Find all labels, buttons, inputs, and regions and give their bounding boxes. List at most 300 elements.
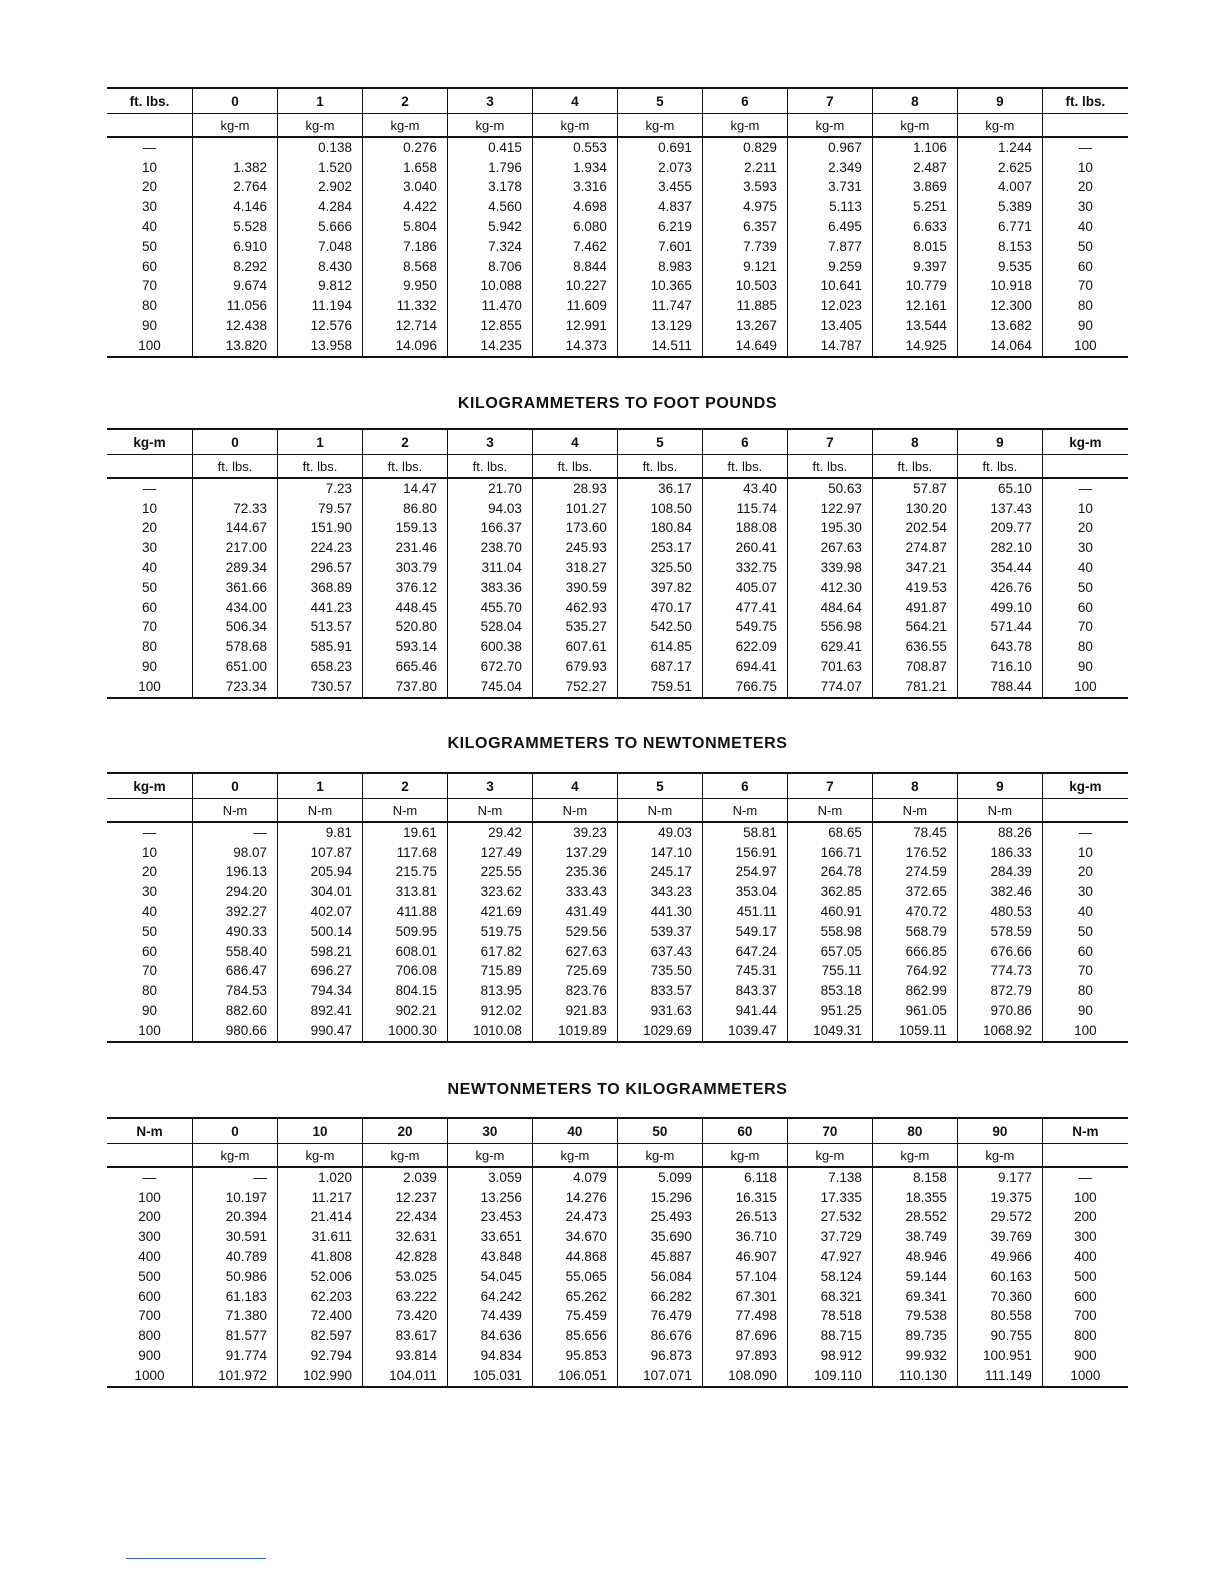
unit-blank-left <box>107 455 193 479</box>
table-cell: 2.349 <box>787 158 872 178</box>
table-cell: 715.89 <box>447 962 532 982</box>
table-cell: 708.87 <box>872 657 957 677</box>
table-kgm-to-nm <box>107 772 1128 1043</box>
table-cell: 5.251 <box>872 197 957 217</box>
table-cell: 101.972 <box>193 1366 278 1387</box>
table-cell: 390.59 <box>532 578 617 598</box>
table-cell: 564.21 <box>872 618 957 638</box>
table-cell: 10.197 <box>193 1188 278 1208</box>
table-cell: 470.17 <box>617 598 702 618</box>
table-cell: 6.633 <box>872 217 957 237</box>
unit-label: kg-m <box>872 1144 957 1168</box>
table-cell: 8.844 <box>532 257 617 277</box>
table-cell: 455.70 <box>447 598 532 618</box>
table-cell: 578.59 <box>957 922 1042 942</box>
table-cell: 701.63 <box>787 657 872 677</box>
table-cell: 80.558 <box>957 1307 1042 1327</box>
table-cell: 43.848 <box>447 1247 532 1267</box>
table-cell: 745.31 <box>702 962 787 982</box>
table-row <box>107 578 1128 598</box>
table-cell: 188.08 <box>702 519 787 539</box>
table-cell: 14.787 <box>787 336 872 357</box>
row-label-right: 100 <box>1042 1021 1128 1042</box>
column-header: 5 <box>617 88 702 114</box>
table-row <box>107 499 1128 519</box>
table-cell: 82.597 <box>277 1326 362 1346</box>
table-row <box>107 657 1128 677</box>
table-cell: 11.470 <box>447 296 532 316</box>
row-label-right: 10 <box>1042 158 1128 178</box>
table-cell: 6.357 <box>702 217 787 237</box>
table-cell: 159.13 <box>362 519 447 539</box>
table-cell: 173.60 <box>532 519 617 539</box>
table-cell: 21.414 <box>277 1208 362 1228</box>
table-cell: 343.23 <box>617 882 702 902</box>
table-cell: 843.37 <box>702 981 787 1001</box>
table-cell: 426.76 <box>957 578 1042 598</box>
unit-label: ft. lbs. <box>957 455 1042 479</box>
table-cell: 872.79 <box>957 981 1042 1001</box>
table-cell: 480.53 <box>957 902 1042 922</box>
row-label: 100 <box>138 1189 161 1205</box>
row-label-right: 70 <box>1042 618 1128 638</box>
table-cell: 451.11 <box>702 902 787 922</box>
unit-label: kg-m <box>447 114 532 138</box>
table-cell: 1049.31 <box>787 1021 872 1042</box>
table-cell: 196.13 <box>193 863 278 883</box>
table-cell: 11.885 <box>702 296 787 316</box>
table-cell: 383.36 <box>447 578 532 598</box>
table-cell: 571.44 <box>957 618 1042 638</box>
table-cell: 6.910 <box>193 237 278 257</box>
row-label: 60 <box>141 258 158 274</box>
row-label-right: 80 <box>1042 637 1128 657</box>
table-cell: 100.951 <box>957 1346 1042 1366</box>
table-cell: 71.380 <box>193 1307 278 1327</box>
table-cell: 122.97 <box>787 499 872 519</box>
table-cell: 3.593 <box>702 178 787 198</box>
table-cell: 1.520 <box>277 158 362 178</box>
table-cell: 238.70 <box>447 538 532 558</box>
table-cell: 65.10 <box>957 478 1042 499</box>
table-cell: 368.89 <box>277 578 362 598</box>
unit-blank-right <box>1042 114 1128 138</box>
table-cell: 104.011 <box>362 1366 447 1387</box>
unit-blank-left <box>107 799 193 823</box>
row-label-right: 20 <box>1042 178 1128 198</box>
table-cell: 354.44 <box>957 558 1042 578</box>
table-cell: 9.121 <box>702 257 787 277</box>
table-cell: 34.670 <box>532 1227 617 1247</box>
row-label: 40 <box>141 219 158 235</box>
table-cell: 614.85 <box>617 637 702 657</box>
table-cell: 215.75 <box>362 863 447 883</box>
table-cell: 519.75 <box>447 922 532 942</box>
table-cell: 202.54 <box>872 519 957 539</box>
table-cell: 568.79 <box>872 922 957 942</box>
table-cell: 186.33 <box>957 843 1042 863</box>
row-label: 50 <box>141 923 158 939</box>
table-row <box>107 882 1128 902</box>
table-cell: 176.52 <box>872 843 957 863</box>
table-cell: 9.177 <box>957 1167 1042 1188</box>
table-cell: 58.124 <box>787 1267 872 1287</box>
row-label: 50 <box>141 579 158 595</box>
unit-label: ft. lbs. <box>787 455 872 479</box>
table-cell: 325.50 <box>617 558 702 578</box>
unit-blank-right <box>1042 1144 1128 1168</box>
table-cell: 13.820 <box>193 336 278 357</box>
table-cell: 8.430 <box>277 257 362 277</box>
table-cell: 4.079 <box>532 1167 617 1188</box>
table-row <box>107 197 1128 217</box>
unit-label: N-m <box>872 799 957 823</box>
table-cell: 696.27 <box>277 962 362 982</box>
table-cell: 11.332 <box>362 296 447 316</box>
table-cell: 45.887 <box>617 1247 702 1267</box>
table-cell: 2.625 <box>957 158 1042 178</box>
table-cell: 528.04 <box>447 618 532 638</box>
table-cell: 1.382 <box>193 158 278 178</box>
table-cell: 774.73 <box>957 962 1042 982</box>
table-cell: 151.90 <box>277 519 362 539</box>
row-label: 100 <box>107 336 193 357</box>
table-cell: 339.98 <box>787 558 872 578</box>
table-cell: 25.493 <box>617 1208 702 1228</box>
table-cell: 7.23 <box>277 478 362 499</box>
section-title-nm-to-kgm: NEWTONMETERS TO KILOGRAMMETERS <box>447 1081 788 1098</box>
table-cell: 9.535 <box>957 257 1042 277</box>
table-cell: 12.300 <box>957 296 1042 316</box>
table-cell: 108.090 <box>702 1366 787 1387</box>
column-header: 7 <box>787 429 872 455</box>
table-row <box>107 296 1128 316</box>
row-label-right: 1000 <box>1042 1366 1128 1387</box>
table-cell: 1.796 <box>447 158 532 178</box>
table-cell: 93.814 <box>362 1346 447 1366</box>
table-cell: 7.186 <box>362 237 447 257</box>
table-cell: 79.57 <box>277 499 362 519</box>
table-cell: 460.91 <box>787 902 872 922</box>
table-cell: 666.85 <box>872 942 957 962</box>
table-row <box>107 981 1128 1001</box>
table-cell: 549.75 <box>702 618 787 638</box>
row-label-right: 30 <box>1042 538 1128 558</box>
table-cell: 117.68 <box>362 843 447 863</box>
row-label: 1000 <box>107 1366 193 1387</box>
row-label-right: 400 <box>1042 1247 1128 1267</box>
column-header: 0 <box>193 773 278 799</box>
table-cell: 267.63 <box>787 538 872 558</box>
table-cell: 549.17 <box>702 922 787 942</box>
row-label-right: 40 <box>1042 558 1128 578</box>
table-cell: 1010.08 <box>447 1021 532 1042</box>
table-cell: 75.459 <box>532 1307 617 1327</box>
table-cell: 361.66 <box>193 578 278 598</box>
table-cell: 392.27 <box>193 902 278 922</box>
unit-label: ft. lbs. <box>617 455 702 479</box>
table-cell: 88.715 <box>787 1326 872 1346</box>
table-cell: 109.110 <box>787 1366 872 1387</box>
table-cell: 48.946 <box>872 1247 957 1267</box>
table-cell: 65.262 <box>532 1287 617 1307</box>
column-header: 4 <box>532 429 617 455</box>
table-cell: 431.49 <box>532 902 617 922</box>
table-cell: 477.41 <box>702 598 787 618</box>
table-cell: 12.438 <box>193 316 278 336</box>
table-cell: 84.636 <box>447 1326 532 1346</box>
table-row <box>107 257 1128 277</box>
table-cell: 13.129 <box>617 316 702 336</box>
table-cell: 8.153 <box>957 237 1042 257</box>
table-cell: 78.518 <box>787 1307 872 1327</box>
table-cell: 56.084 <box>617 1267 702 1287</box>
table-cell: 57.104 <box>702 1267 787 1287</box>
table-cell: 15.296 <box>617 1188 702 1208</box>
table-cell: 643.78 <box>957 637 1042 657</box>
table-cell: 58.81 <box>702 822 787 843</box>
table-nm-to-kgm <box>107 1117 1128 1388</box>
table-cell: 282.10 <box>957 538 1042 558</box>
table-cell: 137.29 <box>532 843 617 863</box>
table-cell: 2.073 <box>617 158 702 178</box>
table-cell: 2.487 <box>872 158 957 178</box>
table-cell: 46.907 <box>702 1247 787 1267</box>
table-cell: 362.85 <box>787 882 872 902</box>
table-cell: 3.455 <box>617 178 702 198</box>
column-header: 3 <box>447 88 532 114</box>
row-label: 90 <box>141 659 158 675</box>
table-cell: 556.98 <box>787 618 872 638</box>
row-label-right: 100 <box>1042 336 1128 357</box>
table-cell: 99.932 <box>872 1346 957 1366</box>
table-cell: 419.53 <box>872 578 957 598</box>
row-label: 20 <box>141 864 158 880</box>
table-cell: 774.07 <box>787 677 872 698</box>
table-cell: 5.666 <box>277 217 362 237</box>
unit-label: ft. lbs. <box>277 455 362 479</box>
table-cell: 921.83 <box>532 1001 617 1021</box>
unit-blank-left <box>107 114 193 138</box>
table-row <box>107 1287 1128 1307</box>
row-label: 60 <box>141 943 158 959</box>
left-header: kg-m <box>107 773 193 799</box>
table-cell: 24.473 <box>532 1208 617 1228</box>
table-cell: 1.244 <box>957 137 1042 158</box>
table-cell: 92.794 <box>277 1346 362 1366</box>
column-header: 5 <box>617 773 702 799</box>
table-cell: 68.321 <box>787 1287 872 1307</box>
table-cell: 91.774 <box>193 1346 278 1366</box>
conversion-table <box>107 87 1128 358</box>
row-label-right: 90 <box>1042 1001 1128 1021</box>
table-cell: 7.601 <box>617 237 702 257</box>
table-cell: 12.237 <box>362 1188 447 1208</box>
table-cell: 4.146 <box>193 197 278 217</box>
table-cell: 96.873 <box>617 1346 702 1366</box>
table-cell: 253.17 <box>617 538 702 558</box>
table-cell: 441.23 <box>277 598 362 618</box>
table-cell: 68.65 <box>787 822 872 843</box>
column-header: 1 <box>277 773 362 799</box>
table-cell: 13.682 <box>957 316 1042 336</box>
table-cell: 55.065 <box>532 1267 617 1287</box>
row-label-right: 100 <box>1042 677 1128 698</box>
table-row <box>107 1208 1128 1228</box>
table-cell: 14.649 <box>702 336 787 357</box>
row-label-right: 300 <box>1042 1227 1128 1247</box>
unit-label: kg-m <box>447 1144 532 1168</box>
table-cell: 7.138 <box>787 1167 872 1188</box>
table-cell: 759.51 <box>617 677 702 698</box>
table-cell: 6.495 <box>787 217 872 237</box>
table-cell: 9.674 <box>193 277 278 297</box>
table-cell: 1000.30 <box>362 1021 447 1042</box>
row-label: 200 <box>138 1209 161 1225</box>
table-cell: 49.966 <box>957 1247 1042 1267</box>
table-cell: 14.064 <box>957 336 1042 357</box>
table-cell: 882.60 <box>193 1001 278 1021</box>
column-header: 40 <box>532 1118 617 1144</box>
row-label-right: 50 <box>1042 578 1128 598</box>
table-cell: 4.837 <box>617 197 702 217</box>
table-cell: 94.834 <box>447 1346 532 1366</box>
table-cell: — <box>193 822 278 843</box>
table-cell: 78.45 <box>872 822 957 843</box>
table-cell: 813.95 <box>447 981 532 1001</box>
table-cell: 144.67 <box>193 519 278 539</box>
table-cell: 912.02 <box>447 1001 532 1021</box>
table-row <box>107 1346 1128 1366</box>
table-cell: 4.975 <box>702 197 787 217</box>
table-row <box>107 618 1128 638</box>
table-cell: 72.33 <box>193 499 278 519</box>
row-label-right: 10 <box>1042 499 1128 519</box>
table-cell: 766.75 <box>702 677 787 698</box>
table-cell: 484.64 <box>787 598 872 618</box>
table-cell: 86.676 <box>617 1326 702 1346</box>
column-header: 6 <box>702 773 787 799</box>
table-cell: 0.415 <box>447 137 532 158</box>
unit-label: N-m <box>787 799 872 823</box>
table-cell: 333.43 <box>532 882 617 902</box>
right-header: N-m <box>1042 1118 1128 1144</box>
table-cell: 14.235 <box>447 336 532 357</box>
table-row <box>107 217 1128 237</box>
table-cell: 231.46 <box>362 538 447 558</box>
table-cell: 506.34 <box>193 618 278 638</box>
unit-label: kg-m <box>787 114 872 138</box>
table-row <box>107 277 1128 297</box>
table-cell: 376.12 <box>362 578 447 598</box>
table-cell: 752.27 <box>532 677 617 698</box>
table-cell: 500.14 <box>277 922 362 942</box>
column-header: 20 <box>362 1118 447 1144</box>
column-header: 5 <box>617 429 702 455</box>
table-cell: 529.56 <box>532 922 617 942</box>
unit-label: ft. lbs. <box>447 455 532 479</box>
table-row <box>107 942 1128 962</box>
row-label-right: 50 <box>1042 237 1128 257</box>
row-label: 100 <box>107 677 193 698</box>
table-cell: 81.577 <box>193 1326 278 1346</box>
table-cell: 61.183 <box>193 1287 278 1307</box>
table-cell: 11.747 <box>617 296 702 316</box>
unit-label: kg-m <box>532 1144 617 1168</box>
table-cell: 166.71 <box>787 843 872 863</box>
table-row <box>107 336 1128 357</box>
right-header: kg-m <box>1042 773 1128 799</box>
table-cell: 11.056 <box>193 296 278 316</box>
table-cell: 3.178 <box>447 178 532 198</box>
unit-label: kg-m <box>872 114 957 138</box>
unit-label: N-m <box>702 799 787 823</box>
table-cell: 12.714 <box>362 316 447 336</box>
row-label-right: 30 <box>1042 882 1128 902</box>
table-cell: 62.203 <box>277 1287 362 1307</box>
table-cell: 26.513 <box>702 1208 787 1228</box>
row-label: 900 <box>138 1348 161 1364</box>
table-cell: 7.324 <box>447 237 532 257</box>
table-cell: 31.611 <box>277 1227 362 1247</box>
column-header: 60 <box>702 1118 787 1144</box>
conversion-table <box>107 1117 1128 1388</box>
row-label-right: 80 <box>1042 981 1128 1001</box>
table-cell: 558.40 <box>193 942 278 962</box>
table-cell: 13.405 <box>787 316 872 336</box>
table-cell: 585.91 <box>277 637 362 657</box>
row-label-right: 20 <box>1042 519 1128 539</box>
table-cell: 98.07 <box>193 843 278 863</box>
table-row <box>107 137 1128 158</box>
table-cell: 17.335 <box>787 1188 872 1208</box>
table-cell: 8.292 <box>193 257 278 277</box>
table-cell: 764.92 <box>872 962 957 982</box>
row-label: — <box>142 1169 157 1185</box>
table-cell: 87.696 <box>702 1326 787 1346</box>
row-label-right: — <box>1042 822 1128 843</box>
right-header: ft. lbs. <box>1042 88 1128 114</box>
row-label: 80 <box>141 298 158 314</box>
unit-label: ft. lbs. <box>702 455 787 479</box>
table-cell: 0.967 <box>787 137 872 158</box>
row-label: 10 <box>141 159 158 175</box>
table-cell: 63.222 <box>362 1287 447 1307</box>
table-cell: 0.276 <box>362 137 447 158</box>
table-row <box>107 1021 1128 1042</box>
unit-label: N-m <box>532 799 617 823</box>
unit-blank-left <box>107 1144 193 1168</box>
table-cell: 42.828 <box>362 1247 447 1267</box>
table-cell: 539.37 <box>617 922 702 942</box>
left-header: kg-m <box>107 429 193 455</box>
table-cell: 36.710 <box>702 1227 787 1247</box>
table-cell: 0.138 <box>277 137 362 158</box>
table-cell: 5.113 <box>787 197 872 217</box>
table-cell: 3.869 <box>872 178 957 198</box>
table-cell: 130.20 <box>872 499 957 519</box>
table-cell: 980.66 <box>193 1021 278 1042</box>
row-label: 300 <box>138 1229 161 1245</box>
table-cell: 70.360 <box>957 1287 1042 1307</box>
table-row <box>107 843 1128 863</box>
table-cell: 3.316 <box>532 178 617 198</box>
table-cell: 902.21 <box>362 1001 447 1021</box>
unit-label: kg-m <box>702 1144 787 1168</box>
column-header: 3 <box>447 429 532 455</box>
unit-label: kg-m <box>362 114 447 138</box>
table-cell: 2.764 <box>193 178 278 198</box>
